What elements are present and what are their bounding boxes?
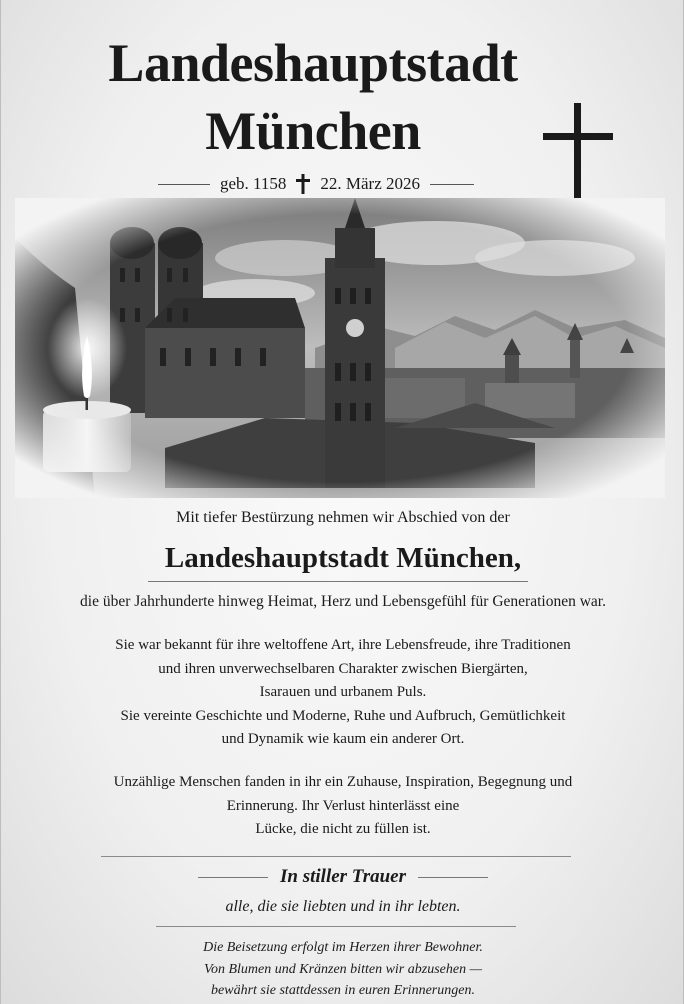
paragraph-line: Sie war bekannt für ihre weltoffene Art, ihre Lebensfreude, ihre Traditionen — [115, 637, 571, 653]
mourning-subtitle: alle, die sie liebten und in ihr lebten. — [225, 898, 461, 915]
date-line — [141, 174, 491, 194]
death-cross-icon — [296, 174, 310, 194]
closing-line: Von Blumen und Kränzen bitten wir abzusehen — — [203, 961, 483, 977]
born-date: geb. 1158 — [219, 174, 287, 193]
divider — [418, 877, 488, 878]
subtitle-text: die über Jahrhunderte hinweg Heimat, Herz und Lebensgefühl für Generationen war. — [80, 593, 606, 610]
paragraph-line: Unzählige Menschen fanden in ihr ein Zuhause, Inspiration, Begegnung und — [113, 774, 573, 790]
closing-line: Die Beisetzung erfolgt im Herzen ihrer Bewohner. — [203, 940, 483, 955]
paragraph-line: Lücke, die nicht zu füllen ist. — [255, 821, 431, 837]
closing-line: bewährt sie stattdessen in euren Erinnerungen. — [211, 983, 475, 998]
paragraph-line: und ihren unverwechselbaren Charakter zwischen Biergärten, — [158, 660, 528, 677]
intro-text: Mit tiefer Bestürzung nehmen wir Abschied von der — [176, 509, 510, 526]
divider — [198, 877, 268, 878]
mourning-title: In stiller Trauer — [280, 866, 406, 887]
divider — [158, 184, 210, 185]
closing-text — [1, 937, 684, 1002]
title-line-2: München — [205, 101, 421, 161]
death-date: 22. März 2026 — [320, 174, 421, 193]
paragraph-2 — [1, 771, 684, 842]
paragraph-line: Erinnerung. Ihr Verlust hinterlässt eine — [226, 797, 460, 814]
paragraph-1 — [1, 634, 684, 752]
divider — [156, 926, 516, 927]
deceased-name: Landeshauptstadt München, — [164, 542, 522, 574]
skyline-image — [15, 198, 665, 498]
paragraph-line: Isarauen und urbanem Puls. — [259, 684, 427, 700]
divider — [101, 856, 571, 857]
divider — [148, 581, 528, 582]
title-line-1: Landeshauptstadt — [108, 33, 518, 93]
paragraph-line: Sie vereinte Geschichte und Moderne, Ruhe und Aufbruch, Gemütlichkeit — [120, 707, 566, 724]
divider — [430, 184, 474, 185]
mourning-heading — [1, 866, 684, 888]
paragraph-line: und Dynamik wie kaum ein anderer Ort. — [221, 731, 465, 747]
